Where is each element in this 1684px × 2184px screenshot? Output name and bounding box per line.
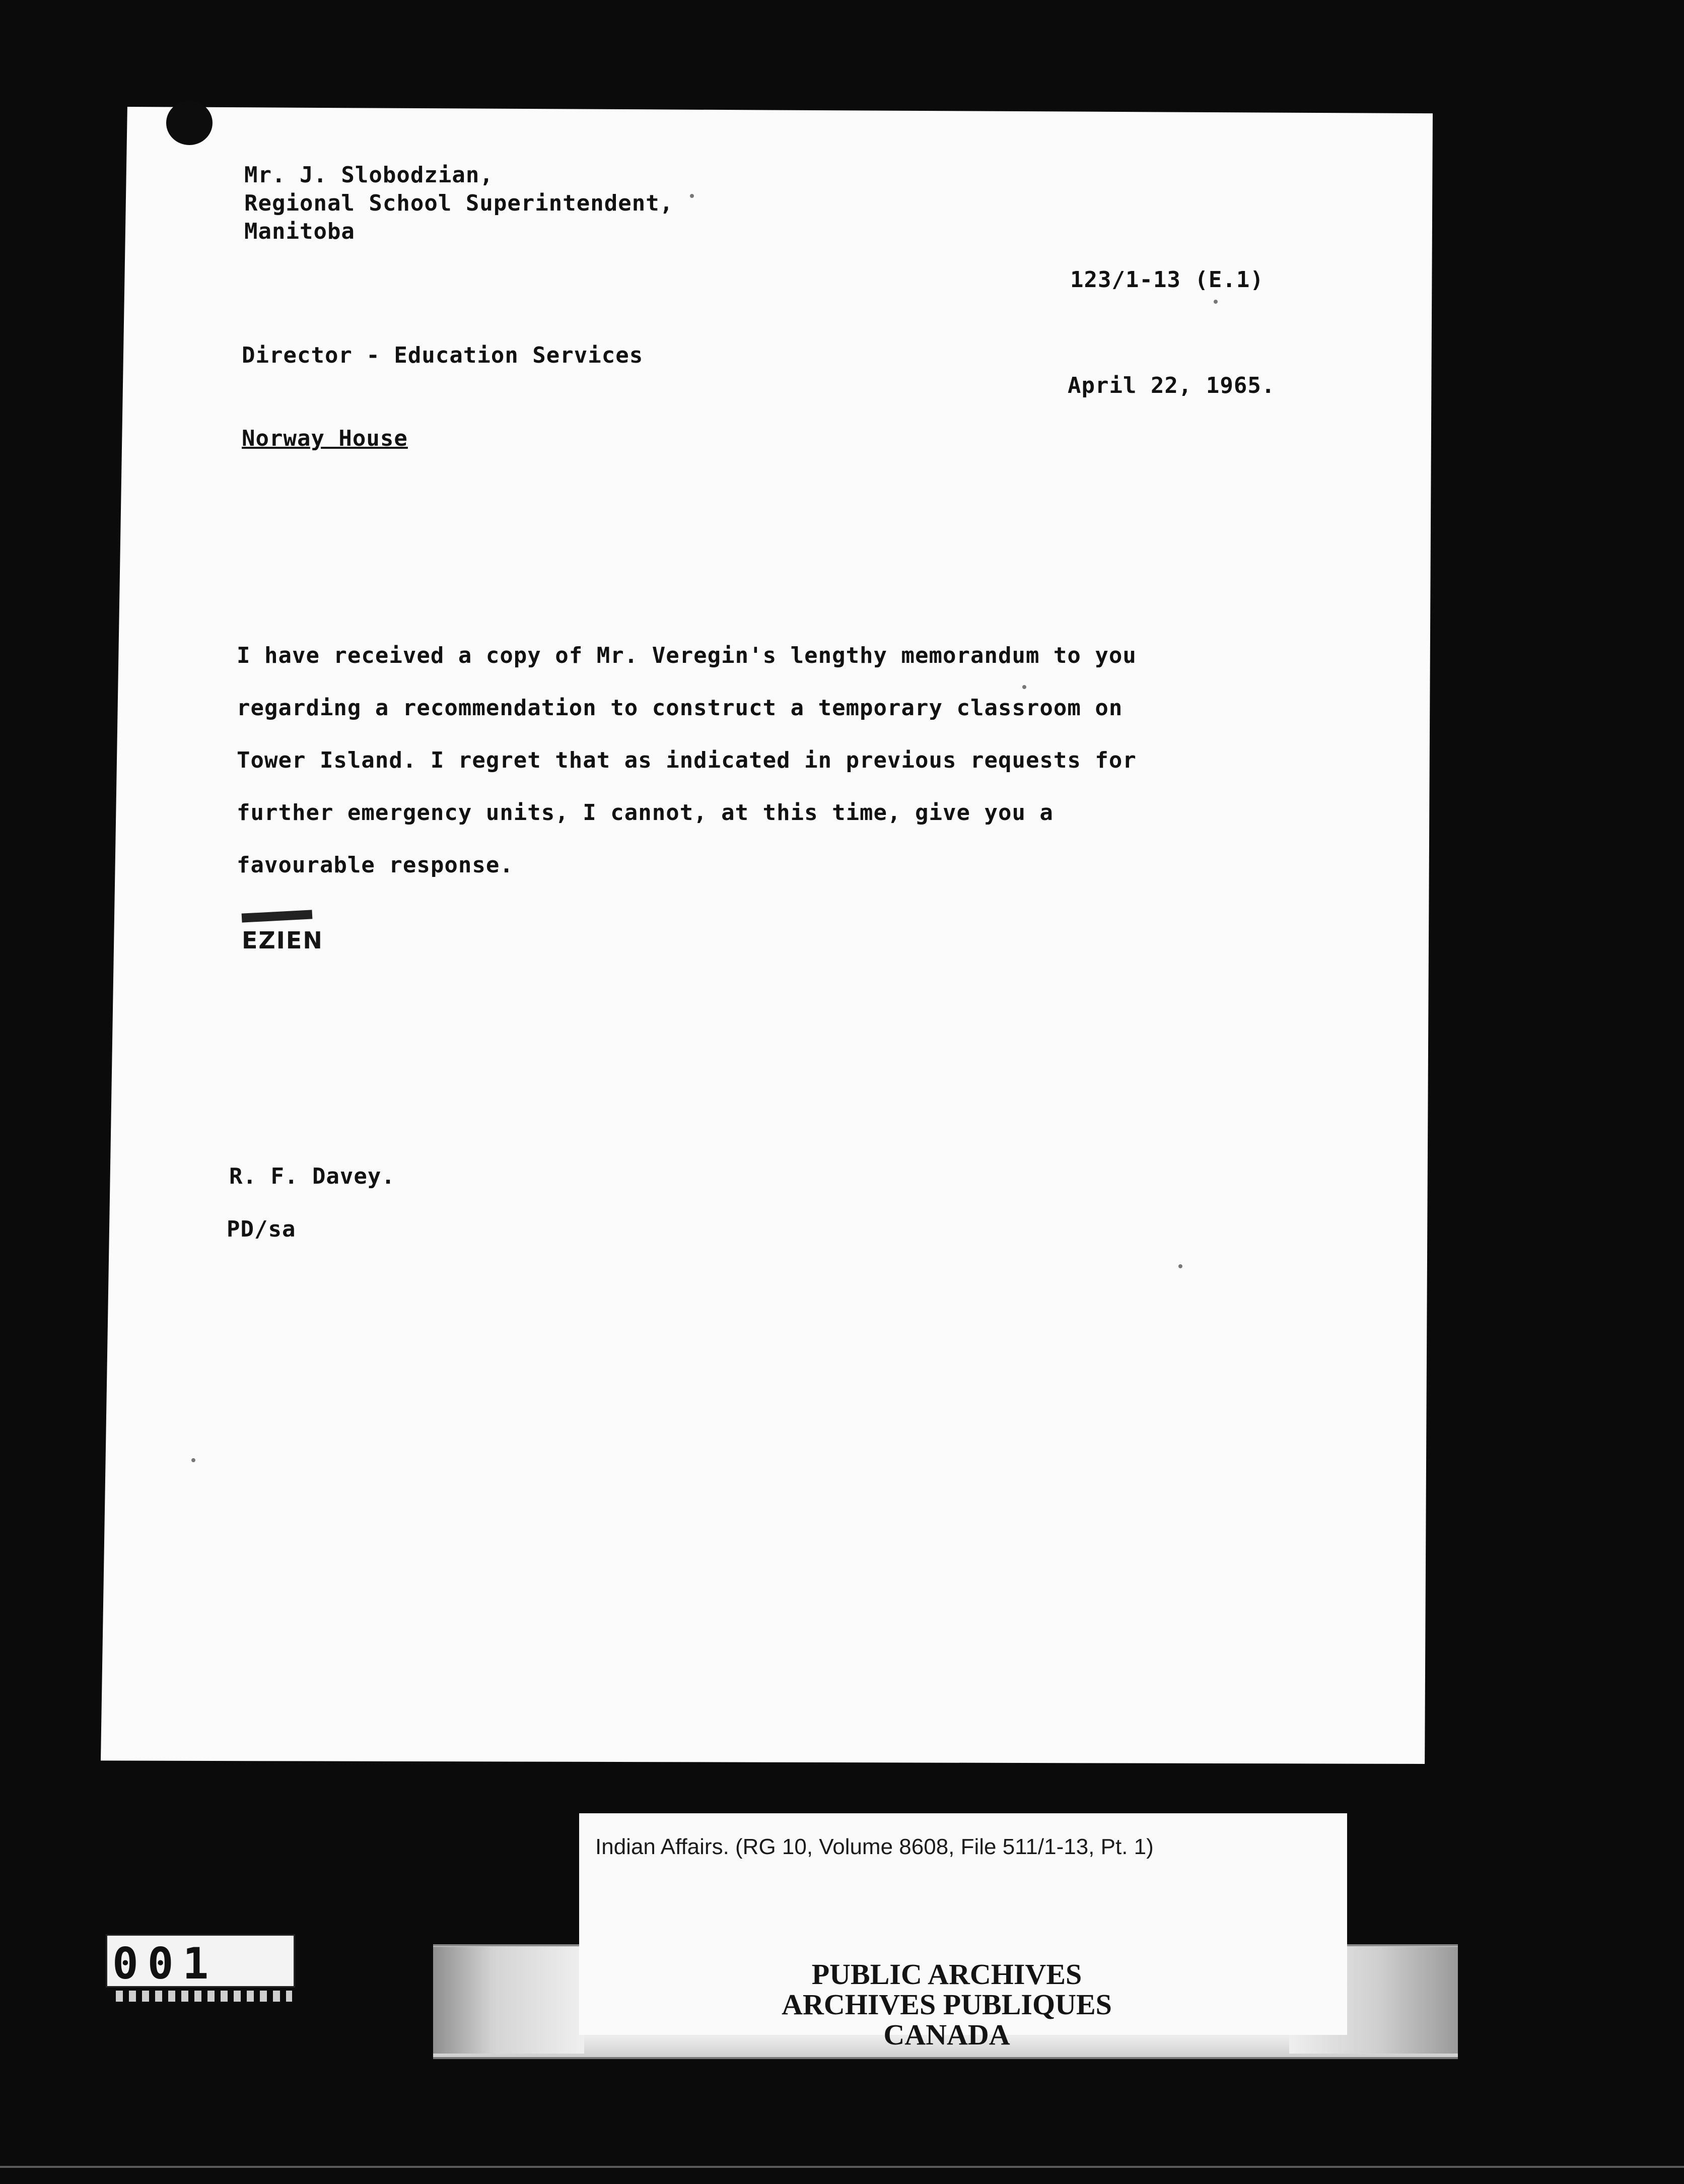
paper-speck: [191, 1458, 195, 1462]
signer-name: R. F. Davey.: [229, 1164, 395, 1189]
file-reference: 123/1-13 (E.1): [1070, 267, 1264, 293]
source-label: Indian Affairs. (RG 10, Volume 8608, File 511/1-13, Pt. 1): [595, 1834, 1154, 1859]
addressee-title: Regional School Superintendent,: [244, 190, 674, 216]
archives-line: PUBLIC ARCHIVES: [811, 1958, 1082, 1991]
typist-initials: PD/sa: [227, 1216, 296, 1242]
addressee-block: [244, 161, 673, 246]
addressee-province: Manitoba: [244, 219, 355, 244]
archives-line: ARCHIVES PUBLIQUES: [782, 1988, 1112, 2021]
paper-speck: [1214, 300, 1218, 304]
stamp-smudge: [242, 910, 313, 922]
subject-line: Norway House: [242, 426, 408, 451]
body-line: I have received a copy of Mr. Veregin's lengthy memorandum to you: [237, 643, 1137, 668]
from-line: Director - Education Services: [242, 343, 644, 368]
film-frame-counter: [106, 1934, 295, 1988]
archives-line: CANADA: [883, 2018, 1010, 2051]
stamp-text: EZIEN: [242, 927, 323, 954]
punch-hole: [166, 101, 213, 145]
letter-body: [237, 630, 1219, 892]
scan-edge-line: [0, 2166, 1684, 2168]
body-line: further emergency units, I cannot, at this time, give you a: [237, 800, 1054, 826]
faded-stamp: [237, 912, 322, 957]
paper-speck: [690, 194, 694, 198]
paper-speck: [1022, 685, 1026, 689]
body-line: favourable response.: [237, 852, 514, 878]
paper-speck: [1178, 1264, 1182, 1268]
body-line: regarding a recommendation to construct a temporary classroom on: [237, 695, 1123, 721]
body-line: Tower Island. I regret that as indicated in previous requests for: [237, 747, 1137, 773]
film-sprocket-strip: [116, 1991, 292, 2002]
addressee-name: Mr. J. Slobodzian,: [244, 162, 494, 188]
letter-date: April 22, 1965.: [1068, 373, 1276, 398]
frame-number: 001: [112, 1939, 218, 1989]
band-fold-left: [433, 1947, 584, 2054]
archives-stamp: [730, 1959, 1163, 2050]
